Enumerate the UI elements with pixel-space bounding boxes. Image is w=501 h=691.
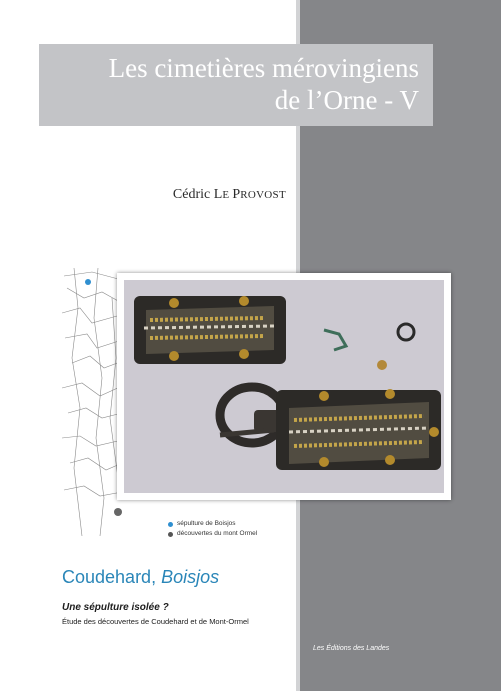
author-last-smallcaps-a: E xyxy=(222,189,233,201)
book-subtitle xyxy=(62,567,219,588)
author-name xyxy=(120,187,286,203)
belt-buckle-photo xyxy=(124,280,444,493)
legend-label-ormel: découvertes du mont Ormel xyxy=(177,530,258,537)
photo-frame xyxy=(117,273,451,500)
legend-dot-blue xyxy=(168,522,173,527)
author-last-p: P xyxy=(232,187,241,202)
cadastral-map-drawing xyxy=(62,268,124,536)
title-box xyxy=(39,44,433,126)
map-legend xyxy=(168,519,257,539)
legend-item xyxy=(168,529,257,539)
subtitle-site: Boisjos xyxy=(161,567,220,587)
publisher-name: Les Éditions des Landes xyxy=(313,645,390,652)
legend-item xyxy=(168,519,257,529)
title-line-2: de l’Orne - V xyxy=(274,85,419,115)
subtitle-place: Coudehard, xyxy=(62,567,162,587)
author-last-initial: L xyxy=(213,187,223,202)
author-last-smallcaps-b: ROVOST xyxy=(240,189,286,201)
cadastral-map xyxy=(62,268,124,536)
legend-label-boisjos: sépulture de Boisjos xyxy=(177,520,236,527)
author-first-name: Cédric xyxy=(172,187,214,202)
subtitle-question: Une sépulture isolée ? xyxy=(62,602,169,613)
title-line-1: Les cimetières mérovingiens xyxy=(108,53,419,83)
top-plaque xyxy=(134,296,286,364)
study-description: Étude des découvertes de Coudehard et de Mont-Ormel xyxy=(62,617,249,626)
legend-dot-grey xyxy=(168,532,173,537)
bottom-plaque xyxy=(276,389,441,470)
